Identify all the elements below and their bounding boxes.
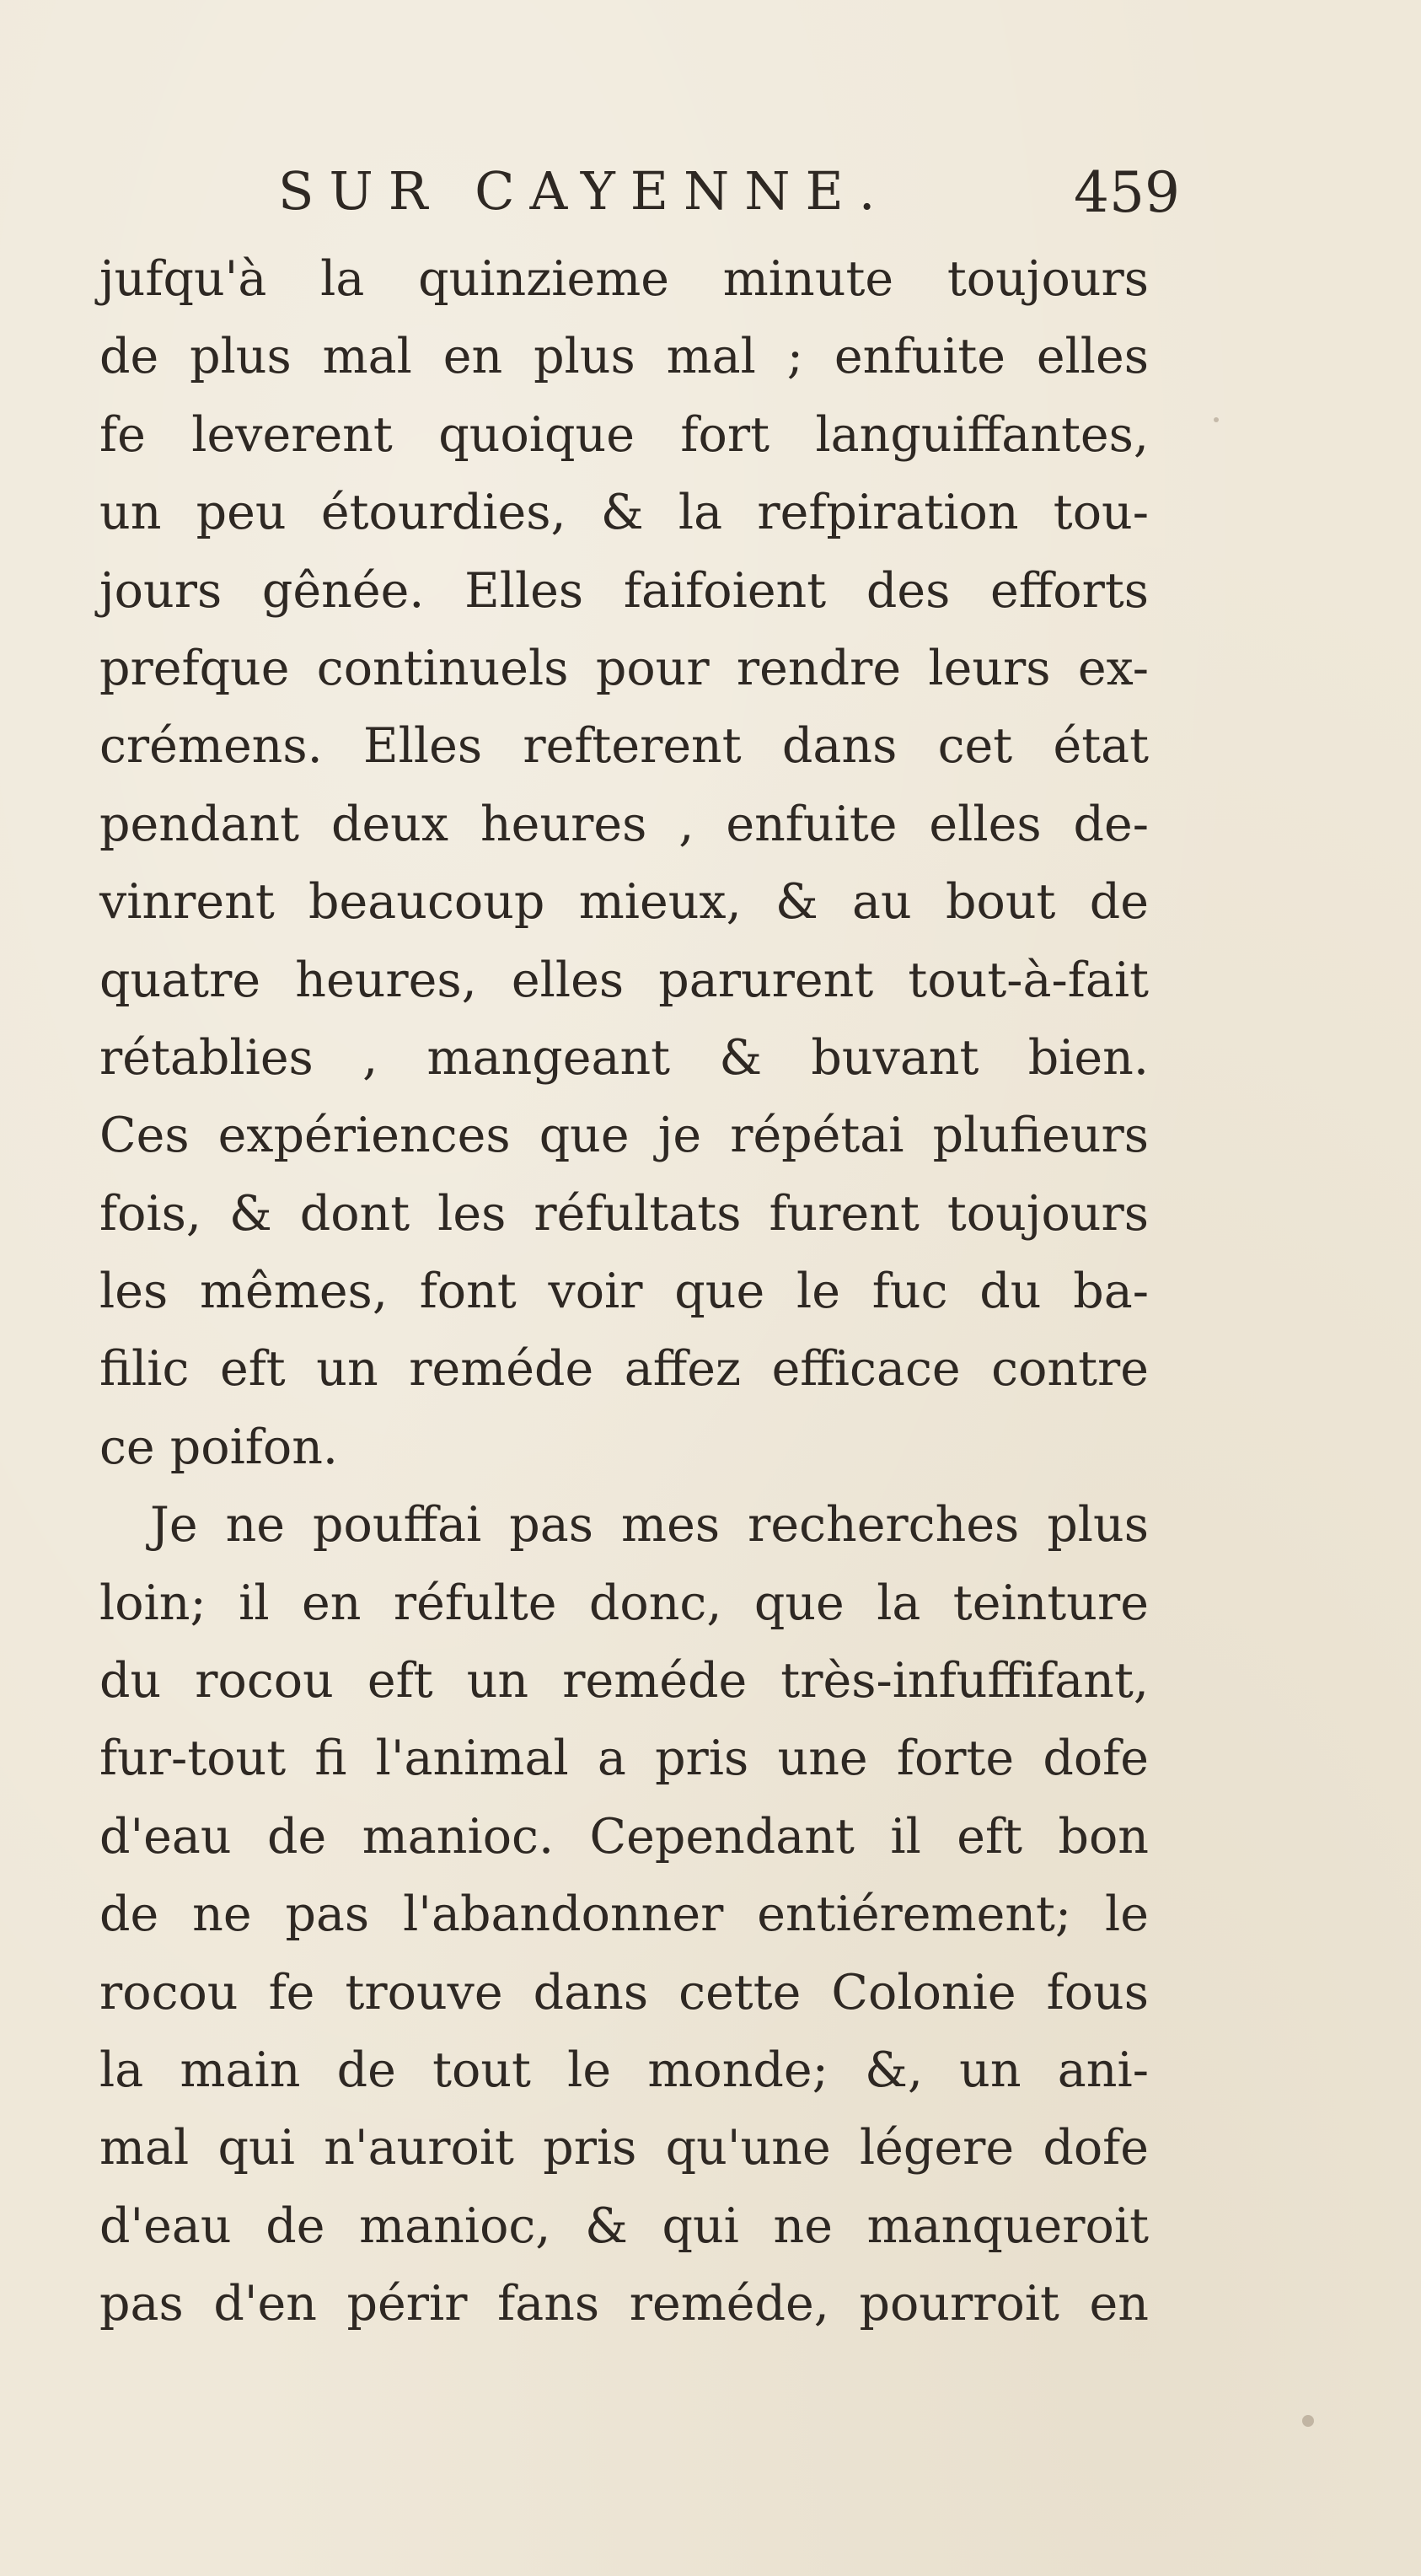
text-line: loin; il en réfulte donc, que la teinture: [99, 1575, 1149, 1631]
text-line: quatre heures, elles parurent tout-à-fait: [99, 952, 1149, 1008]
text-line: fe leverent quoique fort languiffantes,: [99, 406, 1149, 463]
text-line: un peu étourdies, & la refpiration tou-: [99, 485, 1149, 541]
running-head: SUR CAYENNE.: [278, 160, 891, 222]
text-line: filic eft un reméde affez efficace contre: [99, 1341, 1149, 1398]
text-line: rocou fe trouve dans cette Colonie fous: [99, 1964, 1149, 2021]
text-line: la main de tout le monde; &, un ani-: [99, 2042, 1149, 2098]
paper-speck: [1214, 417, 1219, 422]
text-line: ce poifon.: [99, 1419, 339, 1475]
text-line: fois, & dont les réfultats furent toujours: [99, 1185, 1149, 1242]
text-line: Je ne pouffai pas mes recherches plus: [150, 1497, 1149, 1554]
text-line: mal qui n'auroit pris qu'une légere dofe: [99, 2120, 1149, 2176]
text-line: les mêmes, font voir que le fuc du ba-: [99, 1264, 1149, 1320]
text-line: fur-tout fi l'animal a pris une forte dofe: [99, 1731, 1149, 1787]
text-line: vinrent beaucoup mieux, & au bout de: [99, 874, 1149, 931]
text-line: jufqu'à la quinzieme minute toujours: [99, 251, 1149, 307]
text-line: rétablies , mangeant & buvant bien.: [99, 1029, 1149, 1086]
text-line: de plus mal en plus mal ; enfuite elles: [99, 329, 1149, 385]
text-line: Ces expériences que je répétai plufieurs: [99, 1108, 1149, 1164]
text-line: pendant deux heures , enfuite elles de-: [99, 796, 1149, 852]
text-line: d'eau de manioc, & qui ne manqueroit: [99, 2198, 1149, 2254]
page-header: [278, 160, 1180, 244]
text-line: pas d'en périr fans reméde, pourroit en: [99, 2276, 1149, 2332]
paper-speck: [1302, 2415, 1314, 2427]
text-line: jours gênée. Elles faifoient des efforts: [99, 562, 1149, 619]
text-line: de ne pas l'abandonner entiérement; le: [99, 1886, 1149, 1943]
text-line: prefque continuels pour rendre leurs ex-: [99, 640, 1149, 696]
text-line: du rocou eft un reméde très-infuffifant,: [99, 1653, 1149, 1709]
page-number: 459: [1074, 160, 1180, 225]
text-line: crémens. Elles refterent dans cet état: [99, 718, 1149, 775]
text-line: d'eau de manioc. Cependant il eft bon: [99, 1808, 1149, 1865]
body-text: [99, 240, 1149, 2343]
